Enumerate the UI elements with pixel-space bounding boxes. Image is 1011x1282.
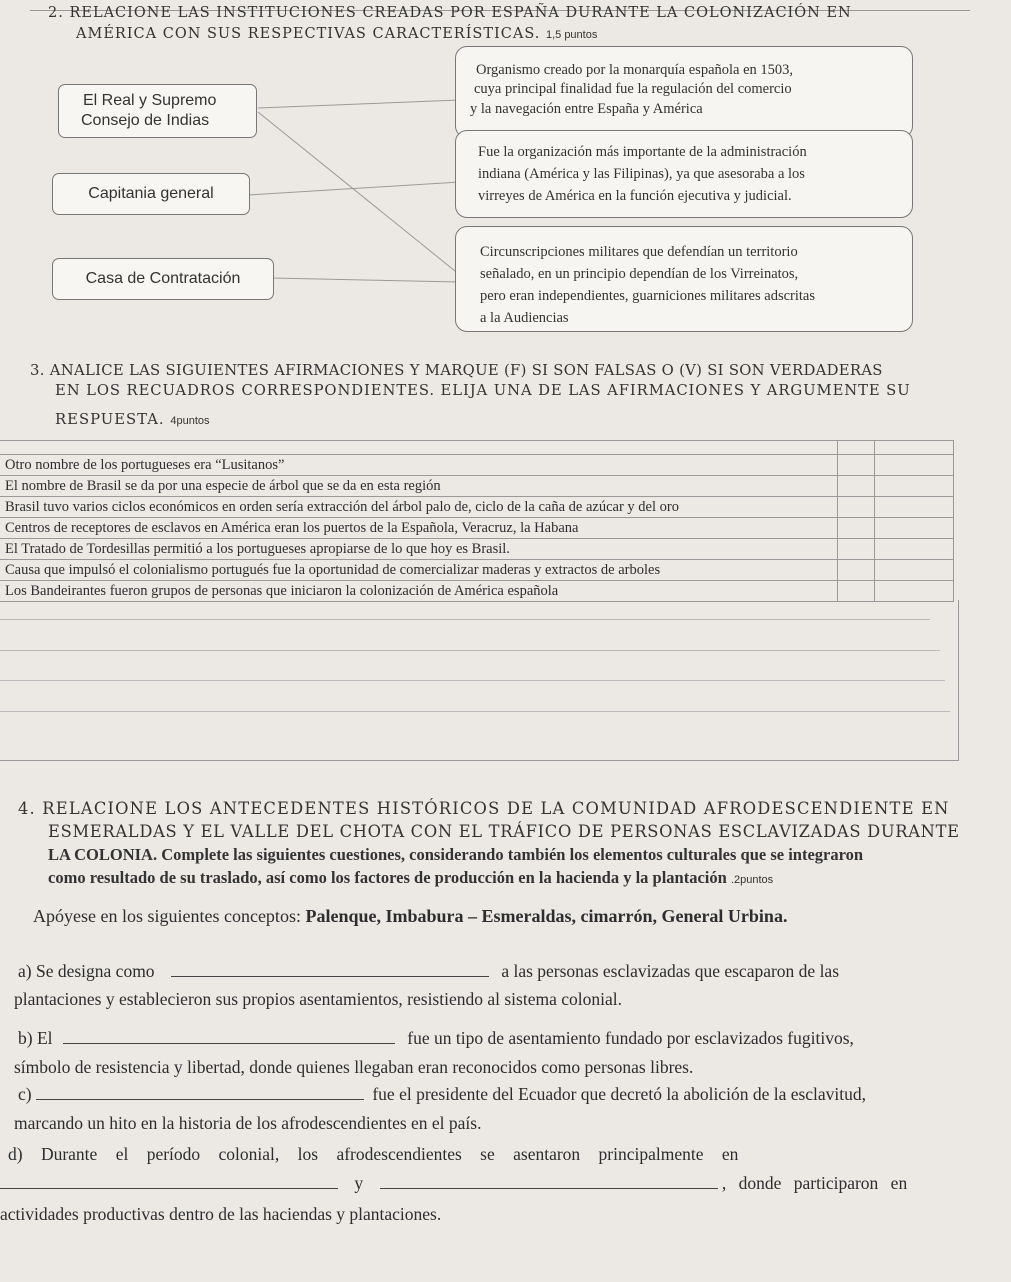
answer-box[interactable]: [875, 497, 954, 518]
desc1-line2: cuya principal finalidad fue la regulación del comercio: [474, 81, 792, 97]
answer-box[interactable]: [838, 497, 875, 518]
statement-cell: Otro nombre de los portugueses era “Lusitanos”: [0, 455, 838, 476]
table-row: [0, 518, 954, 539]
desc2-line3: virreyes de América en la función ejecutiva y judicial.: [478, 188, 792, 204]
concepts-list: Palenque, Imbabura – Esmeraldas, cimarrón, General Urbina.: [305, 906, 788, 926]
statement-cell: Causa que impulsó el colonialismo portugués fue la oportunidad de comercializar maderas y extractos de arboles: [0, 560, 838, 581]
question-c-start: c): [18, 1084, 32, 1104]
desc1-line1: Organismo creado por la monarquía española en 1503,: [476, 62, 794, 78]
section4-points: .2puntos: [730, 874, 774, 886]
answer-blank-d1[interactable]: [0, 1172, 338, 1189]
answer-box[interactable]: [875, 539, 954, 560]
statement-cell: Brasil tuvo varios ciclos económicos en orden sería extracción del árbol palo de, ciclo de la caña de azúcar y del oro: [0, 497, 838, 518]
answer-blank-b[interactable]: [63, 1027, 395, 1044]
answer-line: [0, 650, 940, 651]
section4-heading-line2: ESMERALDAS Y EL VALLE DEL CHOTA CON EL TRÁFICO DE PERSONAS ESCLAVIZADAS DURANTE: [48, 822, 960, 841]
consejo-label-line2: Consejo de Indias: [81, 112, 210, 129]
table-row: [0, 560, 954, 581]
institution-box-capitania-general[interactable]: [52, 173, 250, 215]
consejo-label-line1: El Real y Supremo: [83, 92, 217, 109]
section4-heading-text: como resultado de su traslado, así como los factores de producción en la hacienda y la plantación: [48, 868, 727, 887]
section2-heading-line1: 2. RELACIONE LAS INSTITUCIONES CREADAS POR ESPAÑA DURANTE LA COLONIZACIÓN EN: [48, 5, 852, 21]
question-a-line1: [18, 960, 968, 982]
section3-heading-text: RESPUESTA.: [55, 411, 165, 428]
question-a-end: a las personas esclavizadas que escaparon de las: [501, 961, 840, 981]
desc2-line1: Fue la organización más importante de la administración: [478, 144, 807, 160]
question-c-line2: marcando un hito en la historia de los afrodescendientes en el país.: [14, 1113, 482, 1133]
answer-line: [0, 619, 930, 620]
section2-heading-text: AMÉRICA CON SUS RESPECTIVAS CARACTERÍSTICAS.: [76, 26, 541, 42]
desc2-line2: indiana (América y las Filipinas), ya que asesoraba a los: [478, 166, 805, 182]
table-header-cell: [0, 441, 838, 455]
section3-heading-line2: EN LOS RECUADROS CORRESPONDIENTES. ELIJA UNA DE LAS AFIRMACIONES Y ARGUMENTE SU: [55, 382, 911, 399]
table-row: [0, 455, 954, 476]
answer-box[interactable]: [838, 560, 875, 581]
answer-box[interactable]: [875, 476, 954, 497]
capitania-label: Capitania general: [88, 185, 214, 202]
statement-cell: El Tratado de Tordesillas permitió a los portugueses apropiarse de lo que hoy es Brasil.: [0, 539, 838, 560]
desc3-line3: pero eran independientes, guarniciones militares adscritas: [480, 288, 815, 304]
question-d-line2: [0, 1172, 985, 1194]
answer-line: [0, 680, 945, 681]
true-false-table-wrap: [0, 440, 954, 602]
true-false-table: [0, 440, 954, 602]
question-a-line2: plantaciones y establecieron sus propios asentamientos, resistiendo al sistema colonial.: [14, 989, 622, 1009]
question-d-y: y: [354, 1173, 364, 1193]
answer-box[interactable]: [838, 518, 875, 539]
statement-cell: El nombre de Brasil se da por una especie de árbol que se da en esta región: [0, 476, 838, 497]
table-row: [0, 581, 954, 602]
answer-box[interactable]: [838, 581, 875, 602]
description-box-1[interactable]: [455, 46, 913, 138]
section3-heading-line1: 3. ANALICE LAS SIGUIENTES AFIRMACIONES Y MARQUE (F) SI SON FALSAS O (V) SI SON VERDADERAS: [30, 362, 883, 379]
casa-label: Casa de Contratación: [85, 270, 241, 287]
question-b-line1: [18, 1027, 978, 1049]
section4-heading-line3: LA COLONIA. Complete las siguientes cuestiones, considerando también los elementos culturales que se integraron: [48, 845, 864, 864]
answer-blank-d2[interactable]: [380, 1172, 718, 1189]
desc3-line1: Circunscripciones militares que defendían un territorio: [480, 244, 798, 260]
question-d-line1: d) Durante el período colonial, los afrodescendientes se asentaron principalmente en: [8, 1144, 739, 1164]
table-row: [0, 539, 954, 560]
section4-heading-line4: [48, 868, 773, 888]
question-d-line3: actividades productivas dentro de las haciendas y plantaciones.: [0, 1204, 442, 1224]
concepts-line: [33, 905, 787, 927]
question-c-line1: [18, 1083, 978, 1105]
desc3-line2: señalado, en un principio dependían de los Virreinatos,: [480, 266, 799, 282]
section3-heading-line3: [55, 410, 210, 431]
answer-box[interactable]: [838, 476, 875, 497]
answer-blank-c[interactable]: [36, 1083, 364, 1100]
mark-column-header: [875, 441, 954, 455]
answer-box[interactable]: [875, 560, 954, 581]
section3-points: 4puntos: [170, 415, 210, 427]
question-c-end: fue el presidente del Ecuador que decretó la abolición de la esclavitud,: [372, 1084, 867, 1104]
description-box-2[interactable]: [455, 130, 913, 218]
institution-box-casa-contratacion[interactable]: [52, 258, 274, 300]
answer-box[interactable]: [875, 455, 954, 476]
desc1-line3: y la navegación entre España y América: [470, 101, 703, 117]
description-box-3[interactable]: [455, 226, 913, 332]
question-b-end: fue un tipo de asentamiento fundado por esclavizados fugitivos,: [407, 1028, 854, 1048]
desc3-line4: a la Audiencias: [480, 310, 569, 326]
statement-cell: Centros de receptores de esclavos en América eran los puertos de la Española, Veracruz, la Habana: [0, 518, 838, 539]
institution-box-consejo-indias[interactable]: [58, 84, 257, 138]
answer-box[interactable]: [875, 581, 954, 602]
table-row: [0, 441, 954, 455]
answer-box[interactable]: [838, 539, 875, 560]
question-b-line2: símbolo de resistencia y libertad, donde quienes llegaban eran reconocidos como personas libres.: [14, 1057, 694, 1077]
answer-box[interactable]: [875, 518, 954, 539]
question-d-end: , donde participaron en: [721, 1173, 908, 1193]
answer-line: [0, 711, 950, 712]
section4-heading-line1: 4. RELACIONE LOS ANTECEDENTES HISTÓRICOS DE LA COMUNIDAD AFRODESCENDIENTE EN: [18, 799, 950, 818]
section2-points: 1,5 puntos: [545, 29, 598, 41]
argument-answer-area[interactable]: [0, 600, 959, 761]
question-a-start: a) Se designa como: [18, 961, 155, 981]
concepts-intro: Apóyese en los siguientes conceptos:: [33, 906, 301, 926]
mark-column-header: [838, 441, 875, 455]
statement-cell: Los Bandeirantes fueron grupos de personas que iniciaron la colonización de América española: [0, 581, 838, 602]
answer-box[interactable]: [838, 455, 875, 476]
table-row: [0, 476, 954, 497]
question-b-start: b) El: [18, 1028, 53, 1048]
table-row: [0, 497, 954, 518]
answer-blank-a[interactable]: [171, 960, 489, 977]
